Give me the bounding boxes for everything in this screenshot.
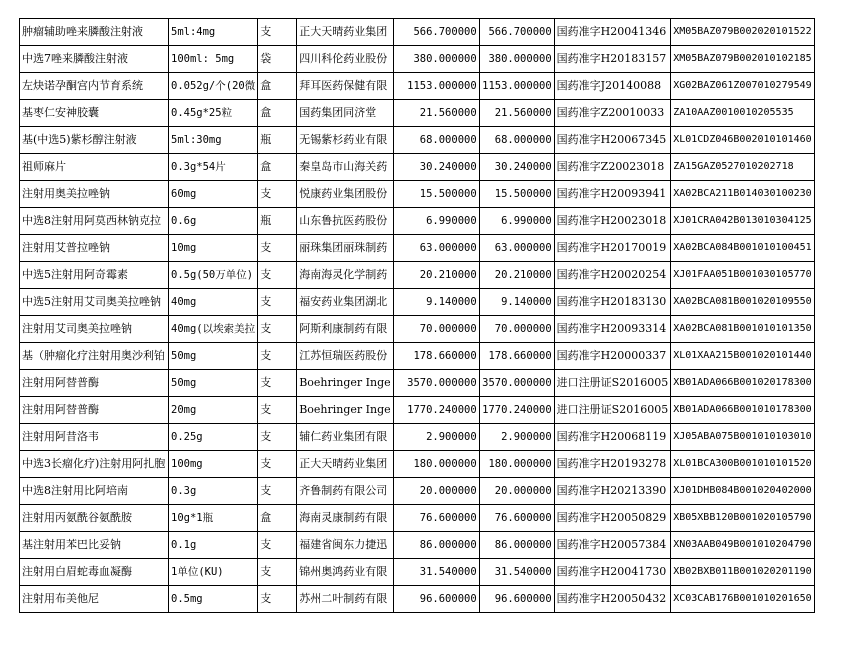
approval-number-cell[interactable]: 国药准字H20183130 — [554, 289, 671, 316]
spec-cell[interactable]: 0.5mg — [169, 586, 258, 613]
approval-number-cell[interactable]: 国药准字H20067345 — [554, 127, 671, 154]
manufacturer-cell[interactable]: 正大天晴药业集团 — [297, 19, 393, 46]
price-cell[interactable]: 380.000000 — [393, 46, 479, 73]
approval-number-cell[interactable]: 进口注册证S2016005 — [554, 370, 671, 397]
retail-price-cell[interactable]: 178.660000 — [479, 343, 554, 370]
retail-price-cell[interactable]: 1153.000000 — [479, 73, 554, 100]
approval-number-cell[interactable]: 国药准字H20057384 — [554, 532, 671, 559]
manufacturer-cell[interactable]: 辅仁药业集团有限 — [297, 424, 393, 451]
spec-cell[interactable]: 50mg — [169, 343, 258, 370]
drug-code-cell[interactable]: XB01ADA066B001020178300 — [671, 370, 814, 397]
retail-price-cell[interactable]: 31.540000 — [479, 559, 554, 586]
manufacturer-cell[interactable]: 福安药业集团湖北 — [297, 289, 393, 316]
manufacturer-cell[interactable]: 海南灵康制药有限 — [297, 505, 393, 532]
price-cell[interactable]: 2.900000 — [393, 424, 479, 451]
price-cell[interactable]: 566.700000 — [393, 19, 479, 46]
unit-cell[interactable]: 盒 — [258, 154, 297, 181]
spec-cell[interactable]: 1单位(KU) — [169, 559, 258, 586]
unit-cell[interactable]: 袋 — [258, 46, 297, 73]
retail-price-cell[interactable]: 15.500000 — [479, 181, 554, 208]
retail-price-cell[interactable]: 70.000000 — [479, 316, 554, 343]
approval-number-cell[interactable]: 国药准字H20213390 — [554, 478, 671, 505]
spec-cell[interactable]: 5ml:4mg — [169, 19, 258, 46]
approval-number-cell[interactable]: 国药准字H20041346 — [554, 19, 671, 46]
retail-price-cell[interactable]: 76.600000 — [479, 505, 554, 532]
retail-price-cell[interactable]: 566.700000 — [479, 19, 554, 46]
price-cell[interactable]: 20.000000 — [393, 478, 479, 505]
spec-cell[interactable]: 0.1g — [169, 532, 258, 559]
manufacturer-cell[interactable]: 拜耳医药保健有限 — [297, 73, 393, 100]
manufacturer-cell[interactable]: Boehringer Inge — [297, 397, 393, 424]
price-cell[interactable]: 180.000000 — [393, 451, 479, 478]
table-row — [20, 397, 815, 424]
table-row — [20, 73, 815, 100]
drug-code-cell[interactable]: XB01ADA066B001010178300 — [671, 397, 814, 424]
retail-price-cell[interactable]: 20.000000 — [479, 478, 554, 505]
drug-name-cell[interactable]: 注射用丙氨酰谷氨酰胺 — [20, 505, 169, 532]
manufacturer-cell[interactable]: Boehringer Inge — [297, 370, 393, 397]
retail-price-cell[interactable]: 6.990000 — [479, 208, 554, 235]
price-cell[interactable]: 30.240000 — [393, 154, 479, 181]
table-row — [20, 532, 815, 559]
manufacturer-cell[interactable]: 四川科伦药业股份 — [297, 46, 393, 73]
manufacturer-cell[interactable]: 福建省闽东力捷迅 — [297, 532, 393, 559]
price-cell[interactable]: 1770.240000 — [393, 397, 479, 424]
table-row — [20, 451, 815, 478]
approval-number-cell[interactable]: 国药准字J20140088 — [554, 73, 671, 100]
approval-number-cell[interactable]: 国药准字Z20010033 — [554, 100, 671, 127]
table-row — [20, 505, 815, 532]
spec-cell[interactable]: 0.3g — [169, 478, 258, 505]
approval-number-cell[interactable]: 国药准字H20000337 — [554, 343, 671, 370]
drug-name-cell[interactable]: 中选3长瘤化疗)注射用阿扎胞 — [20, 451, 169, 478]
approval-number-cell[interactable]: 进口注册证S2016005 — [554, 397, 671, 424]
retail-price-cell[interactable]: 9.140000 — [479, 289, 554, 316]
drug-name-cell[interactable]: 左炔诺孕酮宫内节育系统 — [20, 73, 169, 100]
spec-cell[interactable]: 0.5g(50万单位) — [169, 262, 258, 289]
drug-code-cell[interactable]: XJ01CRA042B013010304125 — [671, 208, 814, 235]
drug-code-cell[interactable]: XN03AAB049B001010204790 — [671, 532, 814, 559]
drug-code-cell[interactable]: XB05XBB120B001020105790 — [671, 505, 814, 532]
unit-cell[interactable]: 盒 — [258, 505, 297, 532]
unit-cell[interactable]: 支 — [258, 370, 297, 397]
drug-code-cell[interactable]: XJ01DHB084B001020402000 — [671, 478, 814, 505]
retail-price-cell[interactable]: 68.000000 — [479, 127, 554, 154]
spec-cell[interactable]: 100mg — [169, 451, 258, 478]
table-row — [20, 181, 815, 208]
approval-number-cell[interactable]: 国药准字H20068119 — [554, 424, 671, 451]
spec-cell[interactable]: 50mg — [169, 370, 258, 397]
approval-number-cell[interactable]: 国药准字Z20023018 — [554, 154, 671, 181]
table-row — [20, 208, 815, 235]
approval-number-cell[interactable]: 国药准字H20193278 — [554, 451, 671, 478]
unit-cell[interactable]: 支 — [258, 397, 297, 424]
manufacturer-cell[interactable]: 苏州二叶制药有限 — [297, 586, 393, 613]
drug-name-cell[interactable]: 中选5注射用艾司奥美拉唑钠 — [20, 289, 169, 316]
spec-cell[interactable]: 40mg — [169, 289, 258, 316]
drug-name-cell[interactable]: 注射用阿替普酶 — [20, 397, 169, 424]
price-cell[interactable]: 68.000000 — [393, 127, 479, 154]
table-row — [20, 559, 815, 586]
table-row — [20, 19, 815, 46]
unit-cell[interactable]: 盒 — [258, 73, 297, 100]
unit-cell[interactable]: 支 — [258, 19, 297, 46]
manufacturer-cell[interactable]: 山东鲁抗医药股份 — [297, 208, 393, 235]
retail-price-cell[interactable]: 86.000000 — [479, 532, 554, 559]
retail-price-cell[interactable]: 3570.000000 — [479, 370, 554, 397]
manufacturer-cell[interactable]: 悦康药业集团股份 — [297, 181, 393, 208]
approval-number-cell[interactable]: 国药准字H20050432 — [554, 586, 671, 613]
manufacturer-cell[interactable]: 江苏恒瑞医药股份 — [297, 343, 393, 370]
drug-name-cell[interactable]: 中选8注射用阿莫西林钠克拉 — [20, 208, 169, 235]
spec-cell[interactable]: 5ml:30mg — [169, 127, 258, 154]
manufacturer-cell[interactable]: 锦州奥鸿药业有限 — [297, 559, 393, 586]
drug-name-cell[interactable]: 肿瘤辅助唑来膦酸注射液 — [20, 19, 169, 46]
approval-number-cell[interactable]: 国药准字H20041730 — [554, 559, 671, 586]
spec-cell[interactable]: 20mg — [169, 397, 258, 424]
drug-name-cell[interactable]: 基枣仁安神胶囊 — [20, 100, 169, 127]
spec-cell[interactable]: 60mg — [169, 181, 258, 208]
drug-code-cell[interactable]: XB02BXB011B001020201190 — [671, 559, 814, 586]
spec-cell[interactable]: 10mg — [169, 235, 258, 262]
retail-price-cell[interactable]: 380.000000 — [479, 46, 554, 73]
spec-cell[interactable]: 40mg(以埃索美拉 — [169, 316, 258, 343]
table-row — [20, 235, 815, 262]
unit-cell[interactable]: 支 — [258, 424, 297, 451]
drug-code-cell[interactable]: XA02BCA081B001010101350 — [671, 316, 814, 343]
drug-code-cell[interactable]: ZA15GAZ0527010202718 — [671, 154, 814, 181]
drug-name-cell[interactable]: 祖师麻片 — [20, 154, 169, 181]
retail-price-cell[interactable]: 180.000000 — [479, 451, 554, 478]
table-row — [20, 478, 815, 505]
manufacturer-cell[interactable]: 丽珠集团丽珠制药 — [297, 235, 393, 262]
unit-cell[interactable]: 支 — [258, 343, 297, 370]
drug-name-cell[interactable]: 中选8注射用比阿培南 — [20, 478, 169, 505]
retail-price-cell[interactable]: 20.210000 — [479, 262, 554, 289]
table-row — [20, 289, 815, 316]
unit-cell[interactable]: 支 — [258, 478, 297, 505]
table-row — [20, 370, 815, 397]
drug-name-cell[interactable]: 注射用艾司奥美拉唑钠 — [20, 316, 169, 343]
price-cell[interactable]: 178.660000 — [393, 343, 479, 370]
spec-cell[interactable]: 100ml: 5mg — [169, 46, 258, 73]
unit-cell[interactable]: 瓶 — [258, 208, 297, 235]
drug-code-cell[interactable]: ZA10AAZ0010010205535 — [671, 100, 814, 127]
table-row — [20, 343, 815, 370]
drug-code-cell[interactable]: XM05BAZ079B002020101522 — [671, 19, 814, 46]
price-cell[interactable]: 96.600000 — [393, 586, 479, 613]
approval-number-cell[interactable]: 国药准字H20093941 — [554, 181, 671, 208]
drug-name-cell[interactable]: 注射用白眉蛇毒血凝酶 — [20, 559, 169, 586]
price-cell[interactable]: 31.540000 — [393, 559, 479, 586]
drug-code-cell[interactable]: XL01BCA300B001010101520 — [671, 451, 814, 478]
spec-cell[interactable]: 0.45g*25粒 — [169, 100, 258, 127]
approval-number-cell[interactable]: 国药准字H20093314 — [554, 316, 671, 343]
approval-number-cell[interactable]: 国药准字H20170019 — [554, 235, 671, 262]
unit-cell[interactable]: 瓶 — [258, 127, 297, 154]
unit-cell[interactable]: 支 — [258, 559, 297, 586]
retail-price-cell[interactable]: 21.560000 — [479, 100, 554, 127]
price-cell[interactable]: 76.600000 — [393, 505, 479, 532]
spec-cell[interactable]: 0.052g/个(20微 — [169, 73, 258, 100]
spec-cell[interactable]: 0.25g — [169, 424, 258, 451]
drug-name-cell[interactable]: 基（肿瘤化疗注射用奥沙利铂 — [20, 343, 169, 370]
unit-cell[interactable]: 支 — [258, 451, 297, 478]
table-row — [20, 586, 815, 613]
drug-name-cell[interactable]: 注射用阿替普酶 — [20, 370, 169, 397]
price-cell[interactable]: 9.140000 — [393, 289, 479, 316]
drug-code-cell[interactable]: XJ05ABA075B001010103010 — [671, 424, 814, 451]
table-row — [20, 154, 815, 181]
unit-cell[interactable]: 支 — [258, 181, 297, 208]
drug-code-cell[interactable]: XA02BCA084B001010100451 — [671, 235, 814, 262]
drug-code-cell[interactable]: XA02BCA081B001020109550 — [671, 289, 814, 316]
unit-cell[interactable]: 支 — [258, 316, 297, 343]
drug-name-cell[interactable]: 基(中选5)紫杉醇注射液 — [20, 127, 169, 154]
manufacturer-cell[interactable]: 齐鲁制药有限公司 — [297, 478, 393, 505]
approval-number-cell[interactable]: 国药准字H20023018 — [554, 208, 671, 235]
drug-name-cell[interactable]: 中选5注射用阿奇霉素 — [20, 262, 169, 289]
unit-cell[interactable]: 支 — [258, 289, 297, 316]
unit-cell[interactable]: 盒 — [258, 100, 297, 127]
price-cell[interactable]: 21.560000 — [393, 100, 479, 127]
approval-number-cell[interactable]: 国药准字H20050829 — [554, 505, 671, 532]
drug-name-cell[interactable]: 基注射用苯巴比妥钠 — [20, 532, 169, 559]
manufacturer-cell[interactable]: 国药集团同济堂 — [297, 100, 393, 127]
table-body — [20, 19, 815, 613]
unit-cell[interactable]: 支 — [258, 586, 297, 613]
price-cell[interactable]: 6.990000 — [393, 208, 479, 235]
manufacturer-cell[interactable]: 正大天晴药业集团 — [297, 451, 393, 478]
table-row — [20, 46, 815, 73]
spec-cell[interactable]: 0.6g — [169, 208, 258, 235]
price-cell[interactable]: 20.210000 — [393, 262, 479, 289]
retail-price-cell[interactable]: 96.600000 — [479, 586, 554, 613]
spreadsheet — [19, 18, 815, 613]
manufacturer-cell[interactable]: 阿斯利康制药有限 — [297, 316, 393, 343]
spec-cell[interactable]: 10g*1瓶 — [169, 505, 258, 532]
drug-code-cell[interactable]: XC03CAB176B001010201650 — [671, 586, 814, 613]
drug-code-cell[interactable]: XL01XAA215B001020101440 — [671, 343, 814, 370]
drug-name-cell[interactable]: 注射用布美他尼 — [20, 586, 169, 613]
unit-cell[interactable]: 支 — [258, 262, 297, 289]
unit-cell[interactable]: 支 — [258, 532, 297, 559]
manufacturer-cell[interactable]: 秦皇岛市山海关药 — [297, 154, 393, 181]
drug-name-cell[interactable]: 注射用奥美拉唑钠 — [20, 181, 169, 208]
drug-code-cell[interactable]: XG02BAZ061Z007010279549 — [671, 73, 814, 100]
drug-code-cell[interactable]: XA02BCA211B014030100230 — [671, 181, 814, 208]
price-cell[interactable]: 1153.000000 — [393, 73, 479, 100]
retail-price-cell[interactable]: 2.900000 — [479, 424, 554, 451]
price-cell[interactable]: 15.500000 — [393, 181, 479, 208]
drug-name-cell[interactable]: 中选7唑来膦酸注射液 — [20, 46, 169, 73]
table-row — [20, 424, 815, 451]
manufacturer-cell[interactable]: 无锡紫杉药业有限 — [297, 127, 393, 154]
manufacturer-cell[interactable]: 海南海灵化学制药 — [297, 262, 393, 289]
drug-code-cell[interactable]: XL01CDZ046B002010101460 — [671, 127, 814, 154]
price-cell[interactable]: 63.000000 — [393, 235, 479, 262]
drug-name-cell[interactable]: 注射用阿昔洛韦 — [20, 424, 169, 451]
price-cell[interactable]: 86.000000 — [393, 532, 479, 559]
approval-number-cell[interactable]: 国药准字H20183157 — [554, 46, 671, 73]
table-row — [20, 262, 815, 289]
retail-price-cell[interactable]: 63.000000 — [479, 235, 554, 262]
unit-cell[interactable]: 支 — [258, 235, 297, 262]
drug-price-table — [19, 18, 815, 613]
retail-price-cell[interactable]: 1770.240000 — [479, 397, 554, 424]
drug-code-cell[interactable]: XM05BAZ079B002010102185 — [671, 46, 814, 73]
drug-name-cell[interactable]: 注射用艾普拉唑钠 — [20, 235, 169, 262]
price-cell[interactable]: 3570.000000 — [393, 370, 479, 397]
table-row — [20, 100, 815, 127]
price-cell[interactable]: 70.000000 — [393, 316, 479, 343]
approval-number-cell[interactable]: 国药准字H20020254 — [554, 262, 671, 289]
table-row — [20, 127, 815, 154]
drug-code-cell[interactable]: XJ01FAA051B001030105770 — [671, 262, 814, 289]
retail-price-cell[interactable]: 30.240000 — [479, 154, 554, 181]
spec-cell[interactable]: 0.3g*54片 — [169, 154, 258, 181]
table-row — [20, 316, 815, 343]
